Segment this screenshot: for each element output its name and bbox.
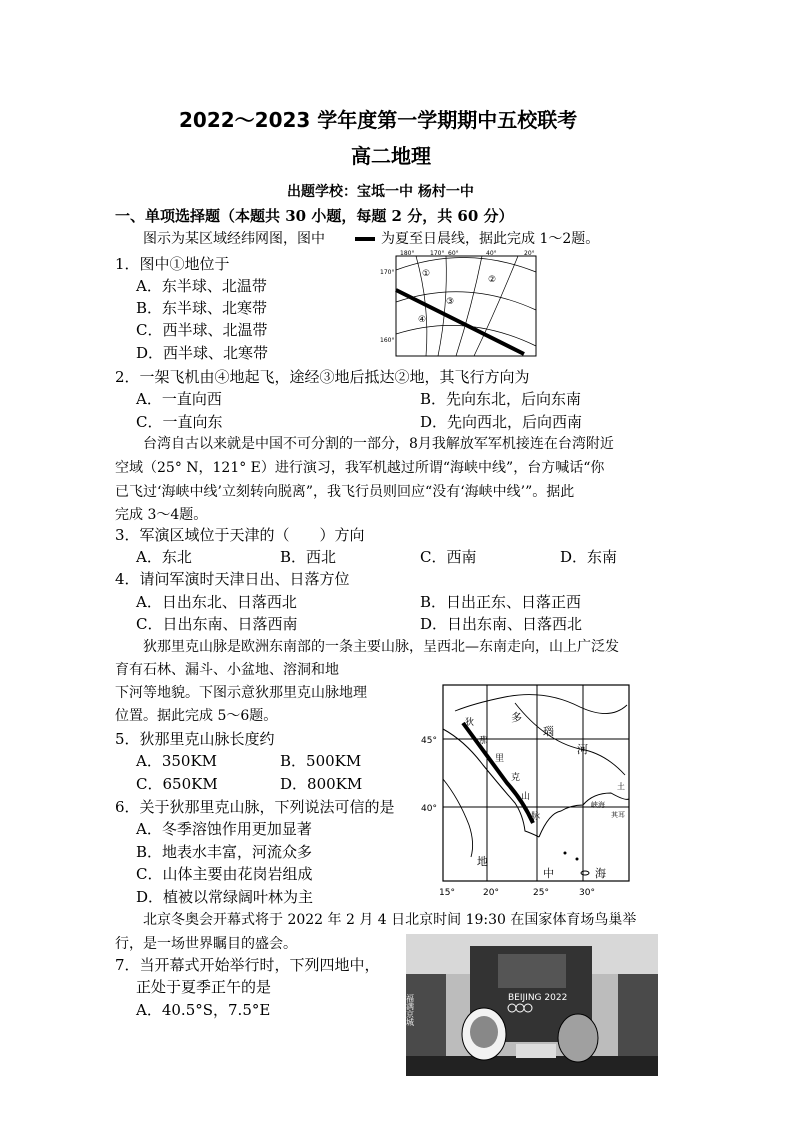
q4-option-b: B．日出正东、日落正西 xyxy=(420,593,582,611)
q6-option-a: A．冬季溶蚀作用更加显著 xyxy=(136,820,312,838)
intro-grid-a: 图示为某区域经纬网图，图中 xyxy=(143,231,325,247)
intro-taiwan-l2: 空域（25° N，121° E）进行演习，我军机越过所谓“海峡中线”，台方喊话“你 xyxy=(115,460,605,476)
mountain-label: 克 xyxy=(511,773,521,783)
q4-stem: 4．请问军演时天津日出、日落方位 xyxy=(115,570,350,588)
sign-text: BEIJING 2022 xyxy=(508,993,568,1003)
grid-top-label: 20° xyxy=(524,250,535,257)
q6-option-c: C．山体主要由花岗岩组成 xyxy=(136,865,313,883)
q6-option-d: D．植被以常绿阔叶林为主 xyxy=(136,888,314,906)
intro-olympics-l2: 行，是一场世界瞩目的盛会。 xyxy=(115,936,297,952)
q5-option-b: B．500KM xyxy=(280,752,362,770)
mountain-label: 里 xyxy=(495,754,505,764)
intro-taiwan-l3: 已飞过‘海峡中线’立刻转向脱离”，我飞行员则回应“没有‘海峡中线’”。据此 xyxy=(115,484,575,500)
river-label: 河 xyxy=(577,743,588,756)
q7-stem-line1: 7．当开幕式开始举行时，下列四地中， xyxy=(115,956,380,974)
lat-label: 45° xyxy=(421,736,437,746)
grid-top-label: 180° xyxy=(400,250,415,257)
q5-option-d: D．800KM xyxy=(280,775,363,793)
q1-option-c: C．西半球、北温带 xyxy=(136,321,268,339)
lon-label: 20° xyxy=(483,888,499,898)
q5-option-a: A．350KM xyxy=(136,752,218,770)
lat-lon-grid-map xyxy=(372,250,540,360)
q1-option-b: B．东半球、北寒带 xyxy=(136,299,268,317)
sea-label: 地 xyxy=(477,855,488,868)
turkey-label: 土 xyxy=(617,782,625,791)
lon-label: 15° xyxy=(439,888,455,898)
intro-dinaric-l3: 下河等地貌。下图示意狄那里克山脉地理 xyxy=(115,685,367,701)
lat-label: 40° xyxy=(421,804,437,814)
mountain-label: 狄 xyxy=(465,718,475,728)
intro-dinaric-l2: 育有石林、漏斗、小盆地、溶洞和地 xyxy=(115,662,339,678)
q3-option-a: A．东北 xyxy=(136,548,192,566)
q3-stem: 3．军演区域位于天津的（ ）方向 xyxy=(115,526,365,544)
q1-option-a: A．东半球、北温带 xyxy=(136,277,267,295)
intro-taiwan-l4: 完成 3～4题。 xyxy=(115,507,208,523)
section-heading: 一、单项选择题（本题共 30 小题，每题 2 分，共 60 分） xyxy=(115,207,514,225)
subject-title: 高二地理 xyxy=(351,144,431,168)
q7-stem-line2: 正处于夏季正午的是 xyxy=(136,978,272,996)
olympics-photo xyxy=(406,934,658,1076)
q4-option-c: C．日出东南、日落西南 xyxy=(136,615,298,633)
intro-dinaric-l1: 狄那里克山脉是欧洲东南部的一条主要山脉，呈西北—东南走向，山上广泛发 xyxy=(143,639,619,655)
river-label: 多 xyxy=(511,711,522,724)
q4-option-d: D．日出东南、日落西北 xyxy=(420,615,583,633)
river-label: 瑙 xyxy=(543,725,554,738)
exam-title: 2022～2023 学年度第一学期期中五校联考 xyxy=(179,108,578,132)
q6-stem: 6．关于狄那里克山脉，下列说法可信的是 xyxy=(115,798,395,816)
grid-top-label: 60° xyxy=(448,250,459,257)
q5-stem: 5．狄那里克山脉长度约 xyxy=(115,730,275,748)
dawn-line-legend xyxy=(355,237,375,241)
grid-top-label: 40° xyxy=(486,250,497,257)
grid-left-label: 160° xyxy=(380,337,395,344)
sea-label: 中 xyxy=(543,867,554,880)
turkey-label: 其耳 xyxy=(611,811,625,819)
intro-dinaric-l4: 位置。据此完成 5～6题。 xyxy=(115,708,278,724)
q6-option-b: B．地表水丰富，河流众多 xyxy=(136,843,313,861)
q3-option-d: D．东南 xyxy=(560,548,618,566)
lon-label: 30° xyxy=(579,888,595,898)
dinaric-alps-map xyxy=(415,683,637,900)
grid-point-2: ② xyxy=(488,275,497,285)
intro-taiwan-l1: 台湾自古以来就是中国不可分割的一部分，8月我解放军军机接连在台湾附近 xyxy=(143,436,614,452)
q4-option-a: A．日出东北、日落西北 xyxy=(136,593,297,611)
q2-option-d: D．先向西北，后向西南 xyxy=(420,413,583,431)
q3-option-c: C．西南 xyxy=(420,548,477,566)
q7-option-a: A．40.5°S，7.5°E xyxy=(136,1001,271,1019)
side-text: 福满京城 xyxy=(406,994,415,1026)
intro-grid-b: 为夏至日晨线，据此完成 1～2题。 xyxy=(381,231,600,247)
grid-point-4: ④ xyxy=(418,315,427,325)
q2-option-b: B．先向东北，后向东南 xyxy=(420,390,582,408)
q2-stem: 2．一架飞机由④地起飞，途经③地后抵达②地，其飞行方向为 xyxy=(115,368,530,386)
grid-top-label: 170° xyxy=(430,250,445,257)
grid-point-1: ① xyxy=(422,269,431,279)
q2-option-c: C．一直向东 xyxy=(136,413,223,431)
q1-option-d: D．西半球、北寒带 xyxy=(136,344,269,362)
strait-label: 峡海 xyxy=(591,801,605,809)
sea-label: 海 xyxy=(595,867,606,880)
q3-option-b: B．西北 xyxy=(280,548,337,566)
mountain-label: 山 xyxy=(521,792,531,802)
q1-stem: 1．图中①地位于 xyxy=(115,255,230,273)
mountain-label: 那 xyxy=(479,736,489,746)
grid-point-3: ③ xyxy=(446,297,455,307)
intro-olympics-l1: 北京冬奥会开幕式将于 2022 年 2 月 4 日北京时间 19:30 在国家体育场鸟巢举 xyxy=(143,912,637,928)
lon-label: 25° xyxy=(533,888,549,898)
setter-schools: 出题学校：宝坻一中 杨村一中 xyxy=(287,184,474,200)
mountain-label: 脉 xyxy=(531,812,541,822)
q5-option-c: C．650KM xyxy=(136,775,218,793)
q2-option-a: A．一直向西 xyxy=(136,390,222,408)
grid-left-label: 170° xyxy=(380,269,395,276)
